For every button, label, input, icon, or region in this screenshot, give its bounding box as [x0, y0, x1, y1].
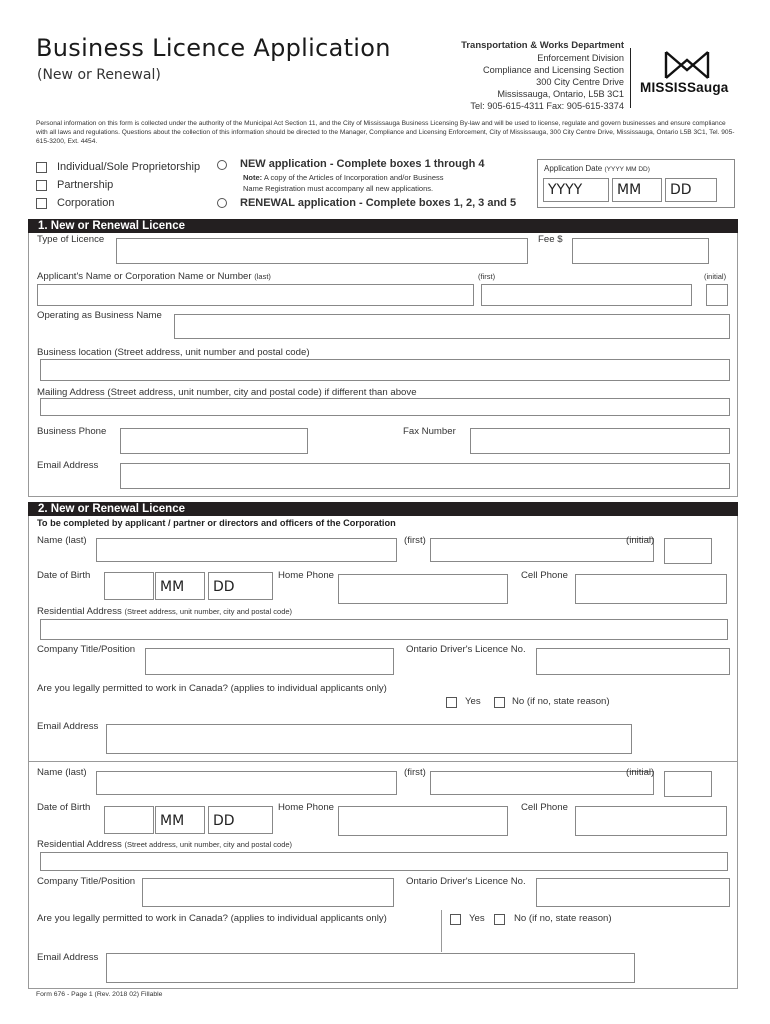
dept-line: Compliance and Licensing Section: [483, 65, 624, 75]
p2-email-input[interactable]: [106, 953, 635, 983]
section-2-instructions: To be completed by applicant / partner or directors and officers of the Corporation: [37, 518, 396, 528]
logo-wordmark: MISSISSauga: [640, 80, 729, 95]
applicant-initial-input[interactable]: [706, 284, 728, 306]
fee-input[interactable]: [572, 238, 709, 264]
dept-line: Tel: 905-615-4311 Fax: 905-615-3374: [470, 101, 624, 111]
p1-work-permit-question: Are you legally permitted to work in Canada? (applies to individual applicants only): [37, 683, 387, 694]
p1-home-phone-label: Home Phone: [278, 570, 334, 581]
p2-cell-phone-input[interactable]: [575, 806, 727, 836]
p2-yes-label: Yes: [469, 913, 485, 924]
p2-residential-input[interactable]: [40, 852, 728, 871]
section-2-header: 2. New or Renewal Licence: [28, 502, 738, 516]
fee-label: Fee $: [538, 234, 563, 245]
p2-no-label: No (if no, state reason): [514, 913, 612, 924]
applicant-first-input[interactable]: [481, 284, 692, 306]
p1-first-name-input[interactable]: [430, 538, 654, 562]
p2-work-permit-question: Are you legally permitted to work in Canada? (applies to individual applicants only): [37, 913, 387, 924]
p2-first-name-input[interactable]: [430, 771, 654, 795]
radio-renewal-application[interactable]: [217, 198, 227, 208]
p2-dob-dd[interactable]: DD: [208, 806, 273, 834]
p2-initial-input[interactable]: [664, 771, 712, 797]
department-name: Transportation & Works Department: [461, 40, 624, 51]
department-address: [461, 40, 624, 112]
mailing-address-input[interactable]: [40, 398, 730, 416]
p2-drivers-licence-label: Ontario Driver's Licence No.: [406, 876, 526, 887]
p2-residential-label: Residential Address (Street address, unit number, city and postal code): [37, 839, 293, 850]
option-partnership-label: Partnership: [57, 179, 114, 191]
dept-line: Mississauga, Ontario, L5B 3C1: [497, 89, 624, 99]
p1-drivers-licence-input[interactable]: [536, 648, 730, 675]
p1-initial-input[interactable]: [664, 538, 712, 564]
mailing-address-label: Mailing Address (Street address, unit number, city and postal code) if different than above: [37, 387, 417, 398]
p1-email-label: Email Address: [37, 721, 99, 732]
p1-residential-input[interactable]: [40, 619, 728, 640]
checkbox-corporation[interactable]: [36, 198, 47, 209]
p1-yes-label: Yes: [465, 696, 481, 707]
renewal-application-label: RENEWAL application - Complete boxes 1, 2, 3 and 5: [240, 197, 517, 209]
p2-company-title-label: Company Title/Position: [37, 876, 136, 887]
privacy-notice: Personal information on this form is collected under the authority of the Municipal Act Section 11, and the City of Mississauga Business Licensing By-law and will be used to license, regulate and govern businesses and ensure compliance with all laws and regulations. Questions about the collection of this information should be directed to the Manager, Compliance and Licensing Enforcement, City of Mississauga, 300 City Centre Drive, Mississauga, Ontario L5B 3C1, Tel. 905-615-3200, Ext. 4454.: [36, 120, 735, 145]
type-of-licence-label: Type of Licence: [37, 234, 105, 245]
p1-residential-label: Residential Address (Street address, unit number, city and postal code): [37, 606, 293, 617]
business-phone-label: Business Phone: [37, 426, 107, 437]
app-date-dd[interactable]: DD: [665, 178, 717, 202]
p2-email-label: Email Address: [37, 952, 99, 963]
p1-cell-phone-input[interactable]: [575, 574, 727, 604]
checkbox-partnership[interactable]: [36, 180, 47, 191]
logo-divider: [630, 48, 631, 108]
p2-dob-label: Date of Birth: [37, 802, 91, 813]
form-subtitle: (New or Renewal): [37, 67, 161, 83]
p2-answer-divider: [441, 910, 442, 952]
p1-drivers-licence-label: Ontario Driver's Licence No.: [406, 644, 526, 655]
p2-name-last-label: Name (last): [37, 767, 87, 778]
p2-home-phone-input[interactable]: [338, 806, 508, 836]
applicant-name-label: Applicant's Name or Corporation Name or Number (last): [37, 271, 271, 282]
p1-name-last-label: Name (last): [37, 535, 87, 546]
p1-last-name-input[interactable]: [96, 538, 397, 562]
section-1-header: 1. New or Renewal Licence: [28, 219, 738, 233]
dept-line: 300 City Centre Drive: [536, 77, 624, 87]
fax-number-label: Fax Number: [403, 426, 456, 437]
p2-drivers-licence-input[interactable]: [536, 878, 730, 907]
p1-dob-yyyy[interactable]: [104, 572, 154, 600]
email-label: Email Address: [37, 460, 99, 471]
p1-email-input[interactable]: [106, 724, 632, 754]
p2-company-title-input[interactable]: [142, 878, 394, 907]
application-date-label: Application Date (YYYY MM DD): [544, 164, 650, 173]
p1-cell-phone-label: Cell Phone: [521, 570, 568, 581]
p1-initial-label: (initial): [626, 535, 655, 546]
p2-cell-phone-label: Cell Phone: [521, 802, 568, 813]
new-application-note: Note: A copy of the Articles of Incorporation and/or Business: [243, 173, 444, 182]
applicant-initial-label: (initial): [704, 272, 727, 281]
p1-dob-dd[interactable]: DD: [208, 572, 273, 600]
p2-home-phone-label: Home Phone: [278, 802, 334, 813]
p1-yes-checkbox[interactable]: [446, 697, 457, 708]
checkbox-individual[interactable]: [36, 162, 47, 173]
form-footer: Form 676 - Page 1 (Rev. 2018 02) Fillable: [36, 991, 163, 998]
operating-as-label: Operating as Business Name: [37, 310, 162, 321]
mississauga-logo-icon: [664, 50, 710, 80]
person-divider: [28, 761, 738, 762]
p1-first-label: (first): [404, 535, 426, 546]
p2-first-label: (first): [404, 767, 426, 778]
p1-home-phone-input[interactable]: [338, 574, 508, 604]
app-date-yyyy[interactable]: YYYY: [543, 178, 609, 202]
p2-dob-mm[interactable]: MM: [155, 806, 205, 834]
p1-company-title-input[interactable]: [145, 648, 394, 675]
option-corporation-label: Corporation: [57, 197, 115, 209]
form-title: Business Licence Application: [36, 34, 391, 62]
applicant-first-label: (first): [478, 272, 496, 281]
p1-no-checkbox[interactable]: [494, 697, 505, 708]
email-input[interactable]: [120, 463, 730, 489]
p2-initial-label: (initial): [626, 767, 655, 778]
p1-dob-mm[interactable]: MM: [155, 572, 205, 600]
p2-last-name-input[interactable]: [96, 771, 397, 795]
new-application-label: NEW application - Complete boxes 1 through 4: [240, 158, 485, 170]
operating-as-input[interactable]: [174, 314, 730, 339]
p2-no-checkbox[interactable]: [494, 914, 505, 925]
business-phone-input[interactable]: [120, 428, 308, 454]
p2-dob-yyyy[interactable]: [104, 806, 154, 834]
fax-number-input[interactable]: [470, 428, 730, 454]
radio-new-application[interactable]: [217, 160, 227, 170]
applicant-last-input[interactable]: [37, 284, 474, 306]
type-of-licence-input[interactable]: [116, 238, 528, 264]
business-location-input[interactable]: [40, 359, 730, 381]
p2-yes-checkbox[interactable]: [450, 914, 461, 925]
p1-company-title-label: Company Title/Position: [37, 644, 136, 655]
dept-line: Enforcement Division: [537, 53, 624, 63]
p1-no-label: No (if no, state reason): [512, 696, 610, 707]
business-location-label: Business location (Street address, unit number and postal code): [37, 347, 310, 358]
new-application-note-line2: Name Registration must accompany all new applications.: [243, 184, 434, 193]
p1-dob-label: Date of Birth: [37, 570, 91, 581]
app-date-mm[interactable]: MM: [612, 178, 662, 202]
option-individual-label: Individual/Sole Proprietorship: [57, 161, 201, 173]
